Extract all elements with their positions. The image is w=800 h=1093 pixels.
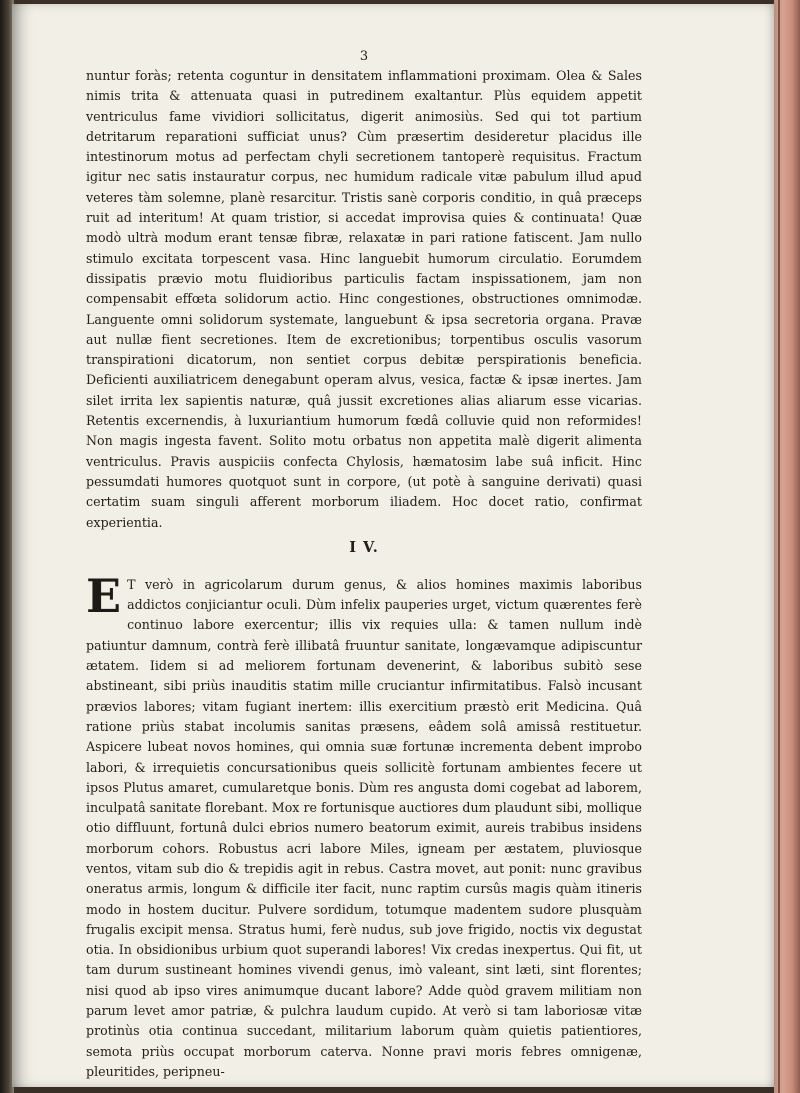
page-number: 3 bbox=[359, 49, 369, 64]
book-edge bbox=[774, 0, 800, 1093]
section-heading: I V. bbox=[349, 538, 379, 556]
drop-cap: E bbox=[86, 568, 122, 623]
paragraph-continued: nuntur foràs; retenta coguntur in densitatem inflammationi proximam. Olea & Sales nimis trita & attenuata quasi in putredinem exaltantur. Plùs equidem appetit ventriculus fame vividiori sollicitatus, digerit animosiùs. Sed qui tot partium detritarum reparationi sufficiat unus? Cùm præsertim desideretur placidus ille intestinorum motus ad perfectam chyli secretionem tantoperè requisitus. Fractum igitur nec satis instauratur corpus, nec humidum radicale vitæ pabulum illud apud veteres tàm solemne, planè resarcitur. Tristis sanè corporis conditio, in quâ præceps ruit ad interitum! At quam tristior, si accedat improvisa quies & continuata! Quæ modò ultrà modum erant tensæ fibræ, relaxatæ in pari ratione fatiscent. Jam nullo stimulo excitata torpescent vasa. Hinc languebit humorum circulatio. Eorumdem dissipatis prævio motu fluidioribus particulis factam inspissationem, jam non compensabit effœta solidorum actio. Hinc congestiones, obstructiones omnimodæ. Languente omni solidorum systemate, languebunt & ipsa secretoria organa. Pravæ aut nullæ fient secretiones. Item de excretionibus; torpentibus osculis vasorum transpirationi dicatorum, non sentiet corpus debitæ perspirationis beneficia. Deficienti auxiliatricem denegabunt operam alvus, vesica, factæ & ipsæ inertes. Jam silet irrita lex sapientis naturæ, quâ jussit excretiones alias aliarum esse vicarias. Retentis excernendis, à luxuriantium humorum fœdâ colluvie quid non reformides! Non magis ingesta favent. Solito motu orbatus non appetita malè digerit alimenta ventriculus. Pravis auspiciis confecta Chylosis, hæmatosim labe suâ inficit. Hinc pessumdati humores quotquot sunt in corpore, (ut potè à sanguine derivati) quasi certatim suam singuli afferent morborum iliadem. Hoc docet ratio, confirmat experientia. bbox=[86, 68, 642, 530]
paragraph-section-iv bbox=[86, 568, 642, 1082]
paragraph-section-iv-text: T verò in agricolarum durum genus, & alios homines maximis laboribus addictos conjiciantur oculi. Dùm infelix pauperies urget, victum quærentes ferè continuo labore exercentur; illis vix requies ulla: & tamen nullum indè patiuntur damnum, contrà ferè illibatâ fruuntur sanitate, longævamque adipiscuntur ætatem. Iidem si ad meliorem fortunam devenerint, & laboribus subitò sese abstineant, sibi priùs inauditis statim mille cruciantur infirmitatibus. Falsò incusant prævios labores; vitam fugiant inertem: illis exercitium præstò erit Medicina. Quâ ratione priùs stabat incolumis sanitas præsens, eâdem solâ amissâ restituetur. Aspicere lubeat novos homines, qui omnia suæ fortunæ incrementa debent improbo labori, & irrequietis concursationibus queis sollicitè fortunam ambientes fecere ut ipsos Plutus amaret, cumularetque bonis. Dùm res angusta domi cogebat ad laborem, inculpatâ sanitate florebant. Mox re fortunisque auctiores dum plaudunt sibi, mollique otio diffluunt, fortunâ dulci ebrios numero beatorum eximit, aureis trabibus insidens morborum cohors. Robustus acri labore Miles, igneam per æstatem, pluviosque ventos, vitam sub dio & trepidis agit in rebus. Castra movet, aut ponit: nunc gravibus oneratus armis, longum & difficile iter facit, nunc raptim cursûs magis quàm itineris modo in hostem ducitur. Pulvere sordidum, totumque madentem sudore plusquàm frugalis excipit mensa. Stratus humi, ferè nudus, sub jove frigido, noctis vix degustat otia. In obsidionibus urbium quot superandi labores! Vix credas inexpertus. Qui fit, ut tam durum sustineant homines vivendi genus, imò valeant, sint læti, sint florentes; nisi quod ab ipso vires animumque ducant labore? Adde quòd gravem militiam non parum levet amor patriæ, & pulchra laudum cupido. At verò si tam laboriosæ vitæ protinùs otia continua succedant, militarium laborum quàm quietis patientiores, semota priùs occupat morborum caterva. Nonne pravi moris febres omnigenæ, pleuritides, peripneu- bbox=[86, 576, 642, 1079]
page-text bbox=[86, 50, 642, 1082]
